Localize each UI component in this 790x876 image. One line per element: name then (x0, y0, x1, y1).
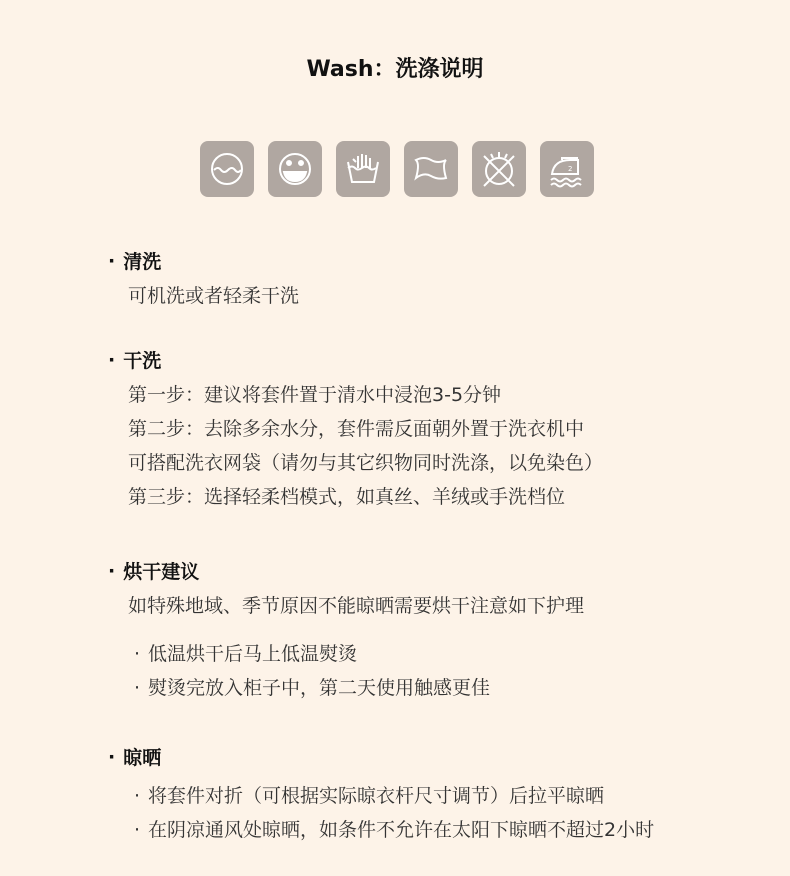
twist-icon (404, 141, 458, 197)
section-line: 可机洗或者轻柔干洗 (128, 285, 300, 307)
washing-machine-icon (200, 141, 254, 197)
section-dry-clean (108, 346, 603, 514)
section-title: 清洗 (123, 251, 162, 273)
section-line: 第三步：选择轻柔档模式，如真丝、羊绒或手洗档位 (128, 486, 566, 508)
section-wash (108, 247, 299, 313)
section-air-dry (108, 743, 654, 847)
section-title: 晾晒 (123, 747, 162, 769)
list-item: · 熨烫完放入柜子中，第二天使用触感更佳 (134, 677, 491, 699)
list-item: · 在阴凉通风处晾晒，如条件不允许在太阳下晾晒不超过2小时 (134, 819, 655, 841)
section-tumble (108, 557, 584, 705)
list-item: · 将套件对折（可根据实际晾衣杆尺寸调节）后拉平晾晒 (134, 785, 605, 807)
list-item: · 低温烘干后马上低温熨烫 (134, 643, 358, 665)
section-title: 干洗 (123, 350, 162, 372)
section-line: 第一步：建议将套件置于清水中浸泡3-5分钟 (128, 384, 502, 406)
hand-wash-icon (336, 141, 390, 197)
bullet-dot: · (108, 559, 116, 582)
section-title: 烘干建议 (123, 561, 200, 583)
bullet-dot: · (108, 745, 116, 768)
bullet-dot: · (108, 249, 116, 272)
section-line: 第二步：去除多余水分，套件需反面朝外置于洗衣机中 (128, 418, 585, 440)
section-line: 如特殊地域、季节原因不能晾晒需要烘干注意如下护理 (128, 595, 585, 617)
section-line: 可搭配洗衣网袋（请勿与其它织物同时洗涤，以免染色） (128, 452, 604, 474)
page-title: Wash：洗涤说明 (306, 57, 484, 82)
no-tumble-dry-icon (472, 141, 526, 197)
care-icons (200, 141, 594, 197)
iron-icon (540, 141, 594, 197)
bullet-dot: · (108, 348, 116, 371)
svg-text:2: 2 (568, 165, 573, 173)
hand-wash-tub-icon (268, 141, 322, 197)
